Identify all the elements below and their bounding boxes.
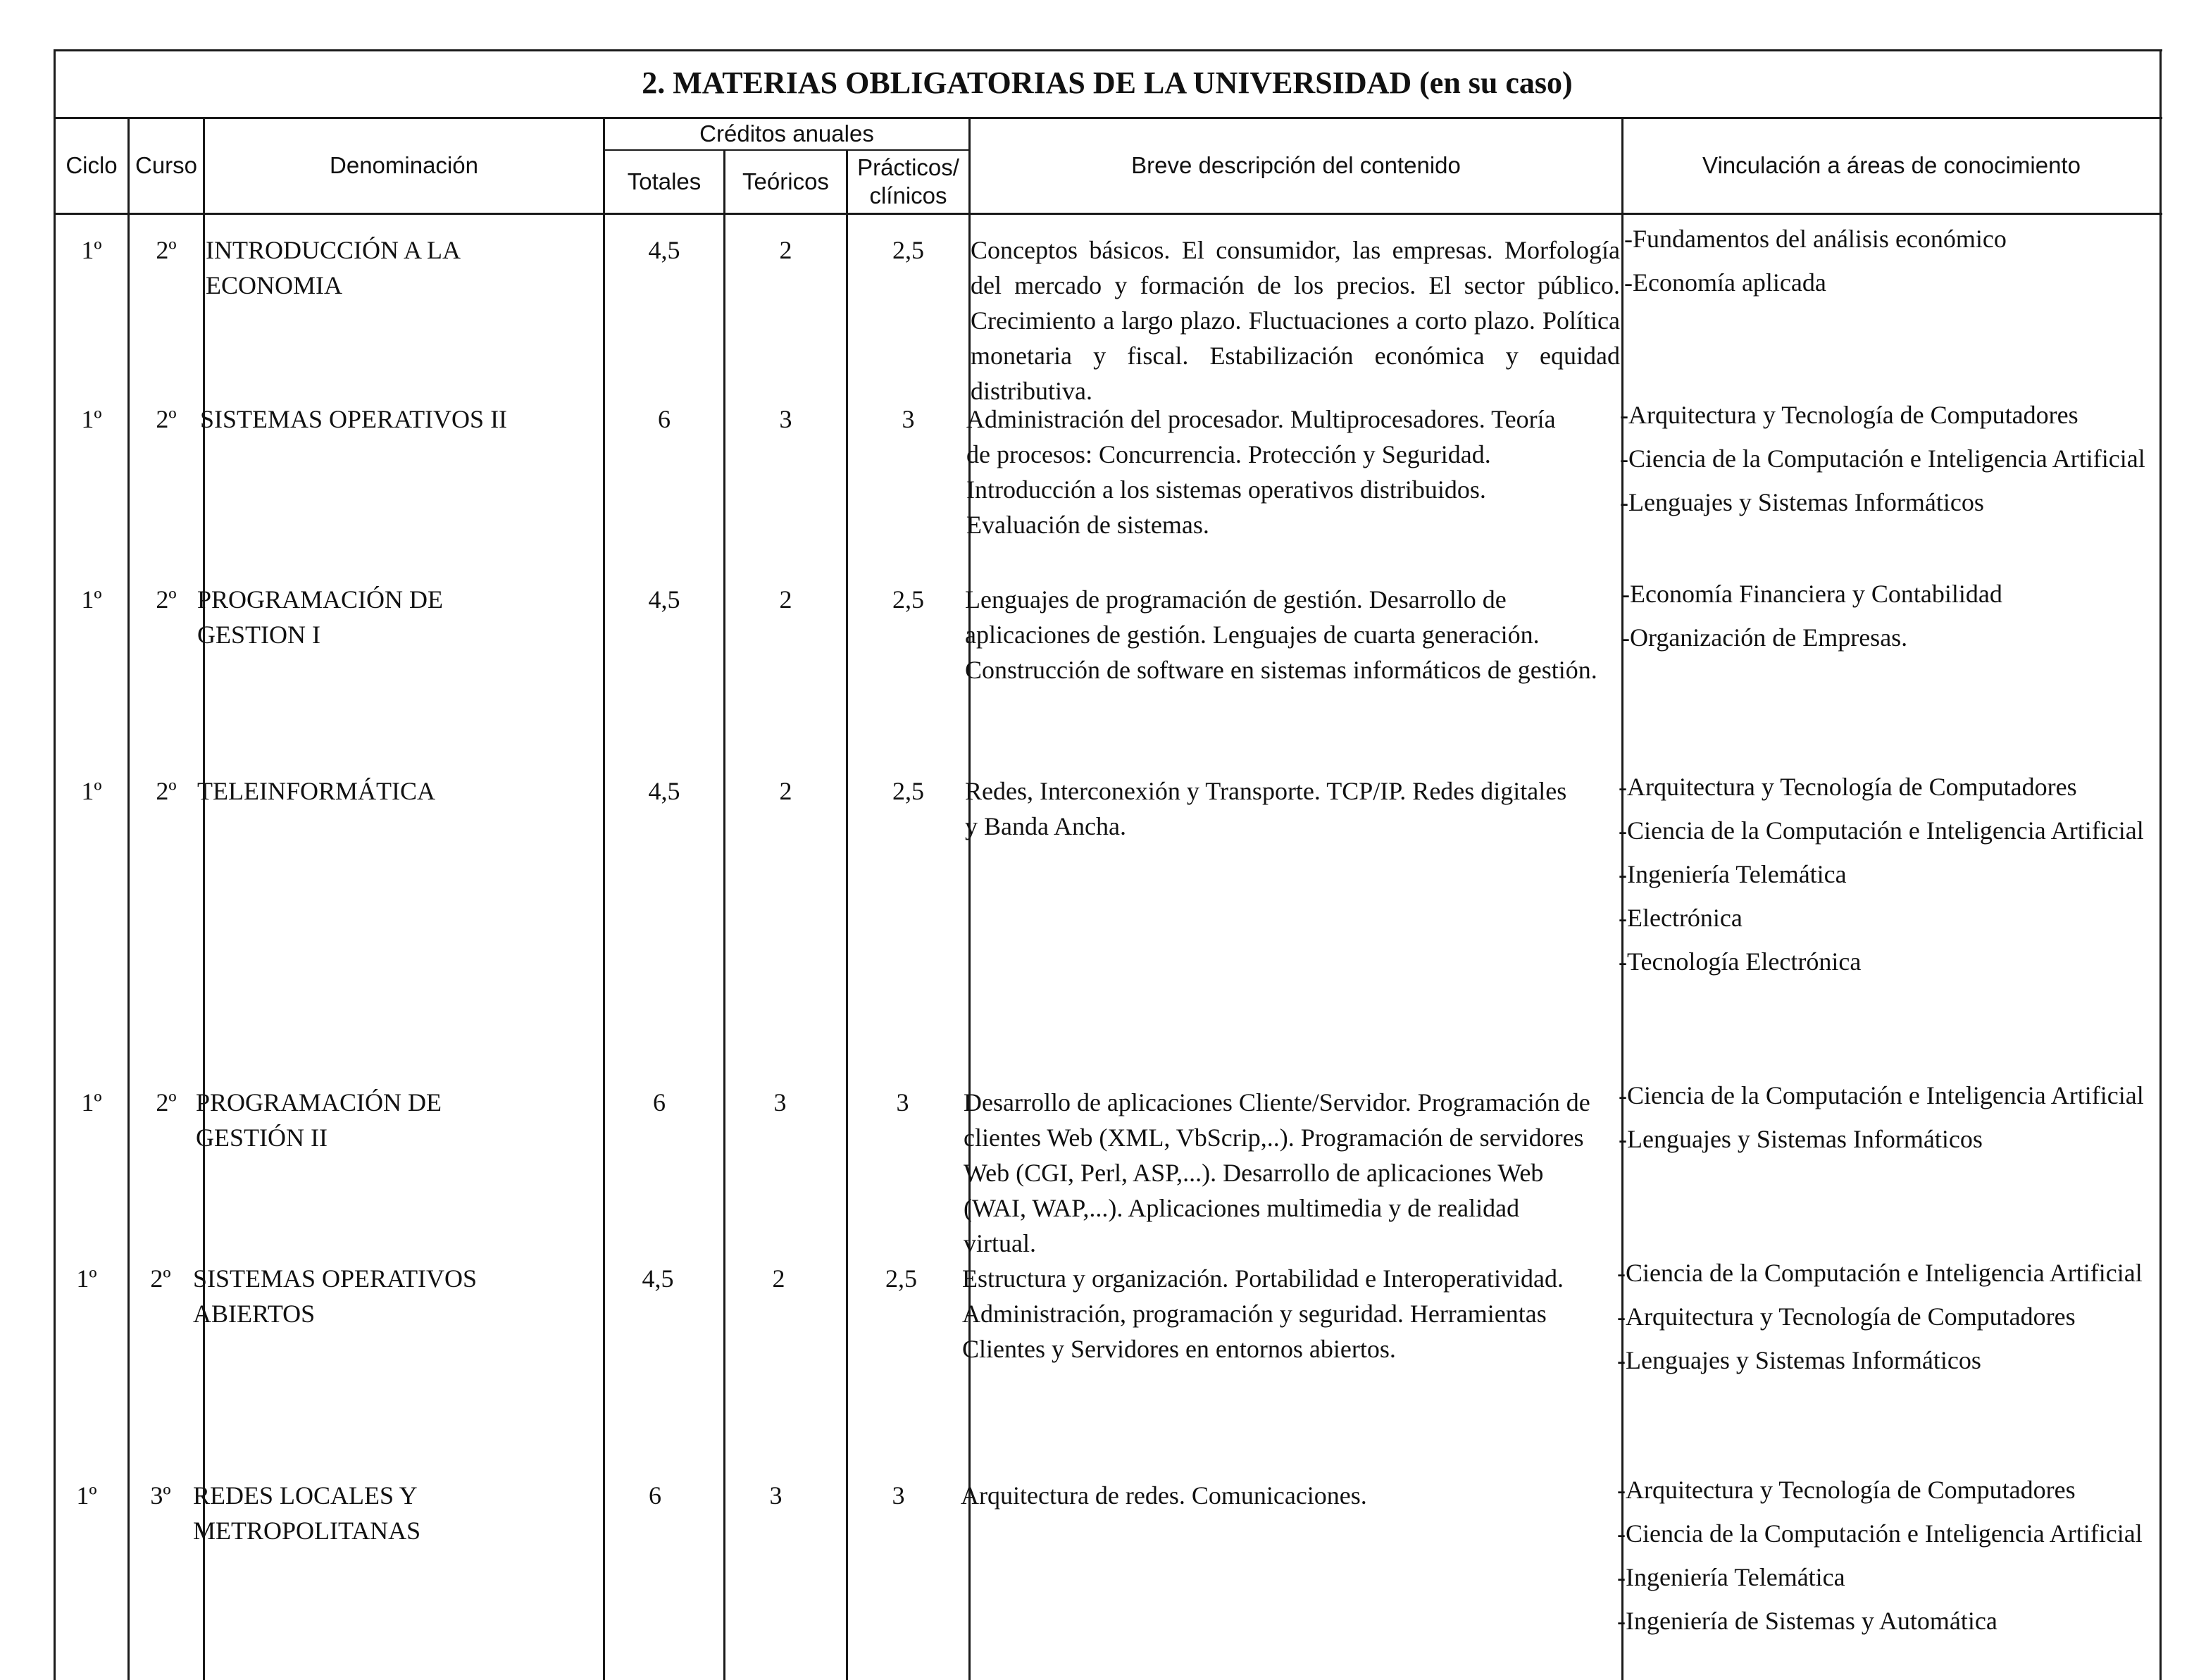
page-title: 2. MATERIAS OBLIGATORIAS DE LA UNIVERSIDAD (en su caso) xyxy=(642,66,1573,100)
area-item: -Ciencia de la Computación e Inteligencia Artificial xyxy=(1617,1259,2143,1287)
col-line-curso xyxy=(203,117,205,1680)
cell-areas xyxy=(1624,221,2156,309)
col-line-ciclo xyxy=(127,117,130,1680)
area-item: -Ciencia de la Computación e Inteligencia Artificial xyxy=(1620,444,2145,473)
area-item: -Lenguajes y Sistemas Informáticos xyxy=(1619,1125,1983,1153)
cell-practicos: 2,5 xyxy=(892,585,924,614)
cell-ciclo: 1º xyxy=(81,1088,102,1116)
cell-ciclo: 1º xyxy=(81,585,102,614)
cell-areas xyxy=(1617,1472,2158,1647)
cell-totales: 6 xyxy=(658,405,671,433)
cell-ciclo: 1º xyxy=(81,777,102,805)
header-ciclo: Ciclo xyxy=(66,152,118,179)
area-item: -Economía aplicada xyxy=(1624,268,1826,297)
cell-teoricos: 3 xyxy=(779,405,792,433)
area-item: -Arquitectura y Tecnología de Computadores xyxy=(1617,1476,2076,1504)
cell-teoricos: 2 xyxy=(779,777,792,805)
cell-curso: 3º xyxy=(150,1481,171,1510)
col-line-totales xyxy=(723,149,725,1680)
header-creditos-anuales: Créditos anuales xyxy=(699,120,874,147)
cell-denominacion: TELEINFORMÁTICA xyxy=(197,777,435,805)
header-descripcion: Breve descripción del contenido xyxy=(1131,152,1461,179)
cell-descripcion: Desarrollo de aplicaciones Cliente/Servidor. Programación de clientes Web (XML, VbScrip,..). Programación de servidores Web (CGI, Perl, ASP,...). Desarrollo de aplicaciones Web (WAI, WAP,...). Aplicaciones multimedia y de realidad virtual. xyxy=(964,1088,1590,1257)
cell-teoricos: 3 xyxy=(769,1481,783,1510)
cell-descripcion: Redes, Interconexión y Transporte. TCP/IP. Redes digitales y Banda Ancha. xyxy=(965,777,1567,840)
cell-curso: 2º xyxy=(156,405,177,433)
area-item: -Arquitectura y Tecnología de Computadores xyxy=(1617,1302,2076,1331)
header-curso: Curso xyxy=(135,152,198,179)
table-border-left xyxy=(54,49,56,1680)
header-vinculacion: Vinculación a áreas de conocimiento xyxy=(1702,152,2081,179)
cell-descripcion: Estructura y organización. Portabilidad e Interoperatividad. Administración, programación y seguridad. Herramientas Clientes y Servidores en entornos abiertos. xyxy=(962,1264,1564,1363)
header-practicos: Prácticos/ clínicos xyxy=(857,154,959,209)
cell-totales: 4,5 xyxy=(648,777,680,805)
cell-denominacion: INTRODUCCIÓN A LA ECONOMIA xyxy=(206,236,460,299)
cell-totales: 4,5 xyxy=(642,1264,674,1293)
cell-teoricos: 2 xyxy=(779,585,792,614)
cell-denominacion: SISTEMAS OPERATIVOS ABIERTOS xyxy=(193,1264,478,1328)
cell-descripcion: Conceptos básicos. El consumidor, las empresas. Morfología del mercado y formación de los precios. El sector público. Crecimiento a largo plazo. Fluctuaciones a corto plazo. Política monetaria y fiscal. Estabilización económica y equidad distributiva. xyxy=(971,236,1620,405)
cell-areas xyxy=(1621,576,2158,664)
area-item: -Lenguajes y Sistemas Informáticos xyxy=(1620,488,1984,516)
cell-curso: 2º xyxy=(156,1088,177,1116)
area-item: -Fundamentos del análisis económico xyxy=(1624,225,2007,253)
area-item: -Ingeniería de Sistemas y Automática xyxy=(1617,1607,1997,1635)
col-line-denominacion xyxy=(603,117,605,1680)
cell-practicos: 3 xyxy=(896,1088,909,1116)
header-divider xyxy=(54,213,2162,215)
cell-areas xyxy=(1619,769,2157,988)
cell-totales: 4,5 xyxy=(648,236,680,264)
cell-practicos: 3 xyxy=(892,1481,905,1510)
cell-descripcion: Lenguajes de programación de gestión. Desarrollo de aplicaciones de gestión. Lenguajes de cuarta generación. Construcción de software en sistemas informáticos de gestión. xyxy=(965,585,1597,684)
cell-descripcion: Administración del procesador. Multiprocesadores. Teoría de procesos: Concurrencia. Protección y Seguridad. Introducción a los sistemas operativos distribuidos. Evaluación de sistemas. xyxy=(966,405,1556,539)
cell-curso: 2º xyxy=(156,777,177,805)
area-item: -Arquitectura y Tecnología de Computadores xyxy=(1620,401,2078,429)
cell-ciclo: 1º xyxy=(81,405,102,433)
cell-practicos: 2,5 xyxy=(892,236,924,264)
cell-areas xyxy=(1620,397,2157,528)
cell-practicos: 3 xyxy=(902,405,915,433)
cell-curso: 2º xyxy=(156,236,177,264)
cell-curso: 2º xyxy=(156,585,177,614)
col-line-teoricos xyxy=(846,149,848,1680)
area-item: -Organización de Empresas. xyxy=(1621,623,1908,652)
cell-teoricos: 2 xyxy=(779,236,792,264)
header-teoricos: Teóricos xyxy=(742,168,829,194)
cell-teoricos: 2 xyxy=(772,1264,785,1293)
cell-ciclo: 1º xyxy=(76,1264,97,1293)
cell-ciclo: 1º xyxy=(81,236,102,264)
area-item: -Ingeniería Telemática xyxy=(1619,860,1847,888)
cell-totales: 4,5 xyxy=(648,585,680,614)
cell-practicos: 2,5 xyxy=(885,1264,917,1293)
cell-areas xyxy=(1619,1078,2157,1165)
area-item: -Economía Financiera y Contabilidad xyxy=(1621,580,2002,608)
cell-practicos: 2,5 xyxy=(892,777,924,805)
cell-areas xyxy=(1617,1255,2158,1386)
area-item: -Arquitectura y Tecnología de Computadores xyxy=(1619,773,2077,801)
cell-denominacion: SISTEMAS OPERATIVOS II xyxy=(200,405,508,433)
area-item: -Ciencia de la Computación e Inteligencia Artificial xyxy=(1619,1081,2144,1109)
area-item: -Tecnología Electrónica xyxy=(1619,947,1862,976)
cell-totales: 6 xyxy=(649,1481,661,1510)
area-item: -Ciencia de la Computación e Inteligencia Artificial xyxy=(1619,816,2144,845)
table-border-right xyxy=(2159,49,2162,1680)
cell-curso: 2º xyxy=(150,1264,171,1293)
cell-denominacion: PROGRAMACIÓN DE GESTION I xyxy=(197,585,444,649)
area-item: -Ciencia de la Computación e Inteligencia Artificial xyxy=(1617,1519,2143,1548)
cell-descripcion: Arquitectura de redes. Comunicaciones. xyxy=(961,1481,1367,1510)
cell-denominacion: REDES LOCALES Y METROPOLITANAS xyxy=(193,1481,421,1545)
cell-denominacion: PROGRAMACIÓN DE GESTIÓN II xyxy=(196,1088,442,1152)
area-item: -Electrónica xyxy=(1619,904,1743,932)
area-item: -Ingeniería Telemática xyxy=(1617,1563,1845,1591)
cell-totales: 6 xyxy=(653,1088,666,1116)
header-totales: Totales xyxy=(627,168,702,194)
cell-ciclo: 1º xyxy=(76,1481,97,1510)
header-denominacion: Denominación xyxy=(330,152,478,179)
cell-teoricos: 3 xyxy=(773,1088,787,1116)
area-item: -Lenguajes y Sistemas Informáticos xyxy=(1617,1346,1981,1374)
